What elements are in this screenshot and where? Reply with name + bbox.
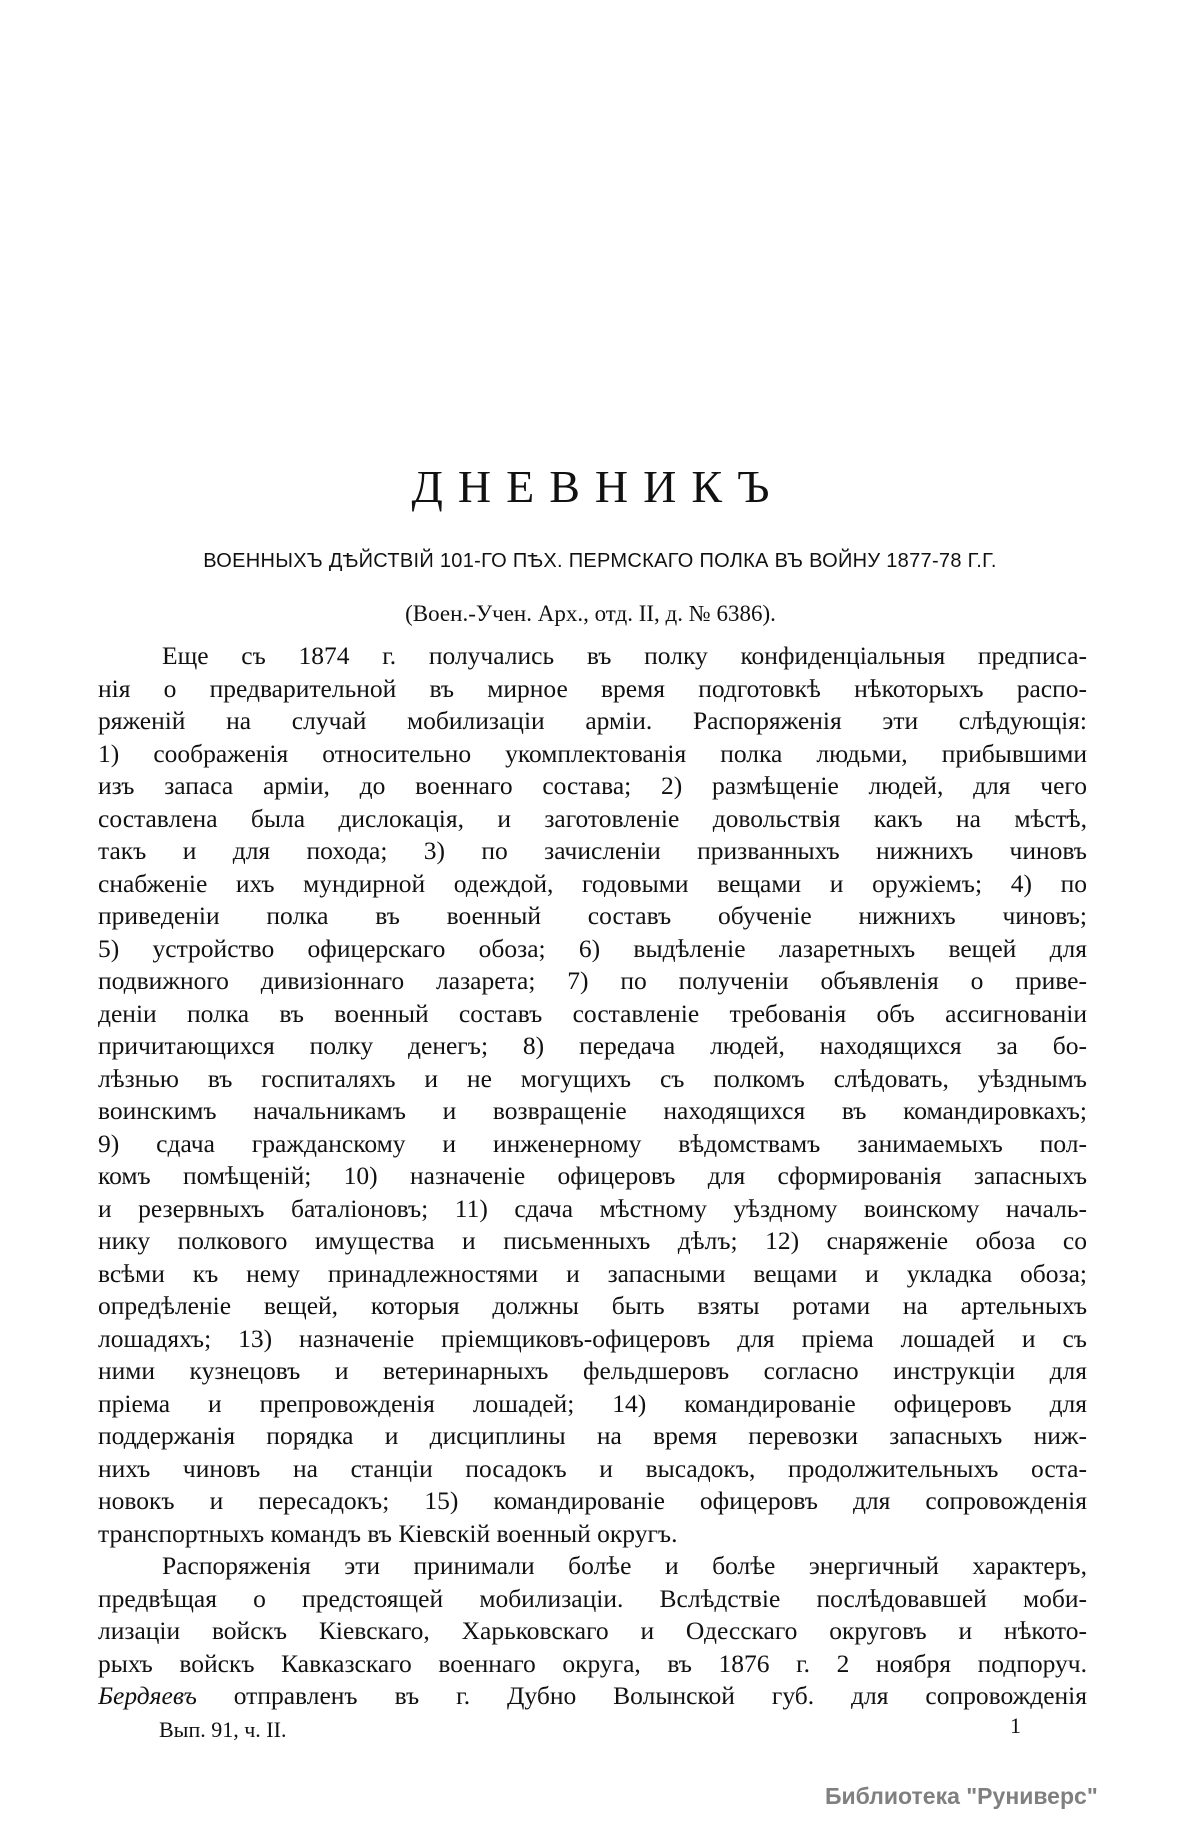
issue-footer: Вып. 91, ч. II. bbox=[159, 1717, 287, 1742]
text-line: нику полкового имущества и письменныхъ дѣлъ; 12) снаряженіе обоза со bbox=[98, 1226, 1087, 1255]
text-line: такъ и для похода; 3) по зачисленіи призванныхъ нижнихъ чиновъ bbox=[98, 836, 1087, 865]
text-line: ряженій на случай мобилизаціи арміи. Распоряженія эти слѣдующія: bbox=[98, 706, 1087, 735]
text-line: 5) устройство офицерскаго обоза; 6) выдѣленіе лазаретныхъ вещей для bbox=[98, 933, 1087, 963]
text-line: причитающихся полку денегъ; 8) передача людей, находящихся за бо- bbox=[98, 1031, 1087, 1060]
text-line: поддержанія порядка и дисциплины на время перевозки запасныхъ ниж- bbox=[98, 1421, 1087, 1450]
text-line: нія о предварительной въ мирное время подготовкѣ нѣкоторыхъ распо- bbox=[98, 673, 1087, 703]
text-line: ними кузнецовъ и ветеринарныхъ фельдшеровъ согласно инструкціи для bbox=[98, 1356, 1087, 1385]
text-line: 9) сдача гражданскому и инженерному вѣдомствамъ занимаемыхъ пол- bbox=[98, 1128, 1087, 1158]
text-line: лѣзнью въ госпиталяхъ и не могущихъ съ полкомъ слѣдовать, уѣзднымъ bbox=[98, 1063, 1087, 1093]
document-title: ДНЕВНИКЪ bbox=[411, 461, 785, 512]
text-line: лошадяхъ; 13) назначеніе пріемщиковъ-офицеровъ для пріема лошадей и съ bbox=[98, 1323, 1087, 1353]
text-line: Распоряженія эти принимали болѣе и болѣе энергичный характеръ, bbox=[162, 1551, 1087, 1580]
body-text bbox=[98, 640, 1087, 1713]
text-line: транспортныхъ командъ въ Кіевскій военный округъ. bbox=[98, 1518, 678, 1548]
text-line: всѣми къ нему принадлежностями и запасными вещами и укладка обоза; bbox=[98, 1258, 1087, 1288]
text-line: комъ помѣщеній; 10) назначеніе офицеровъ для сформированія запасныхъ bbox=[98, 1161, 1087, 1190]
text-line: опредѣленіе вещей, которыя должны быть взяты ротами на артельныхъ bbox=[98, 1291, 1087, 1320]
text-line: изъ запаса арміи, до военнаго состава; 2) размѣщеніе людей, для чего bbox=[98, 771, 1087, 800]
text-line: воинскимъ начальникамъ и возвращеніе находящихся въ командировкахъ; bbox=[98, 1096, 1087, 1125]
text-line: подвижного дивизіоннаго лазарета; 7) по полученіи объявленія о приве- bbox=[98, 966, 1087, 995]
text-line: 1) соображенія относительно укомплектованія полка людьми, прибывшими bbox=[98, 738, 1087, 768]
archive-reference: (Воен.-Учен. Арх., отд. II, д. № 6386). bbox=[405, 601, 776, 626]
text-line: Еще съ 1874 г. получались въ полку конфиденціальныя предписа- bbox=[162, 641, 1087, 670]
text-line: составлена была дислокація, и заготовленіе довольствія какъ на мѣстѣ, bbox=[98, 803, 1087, 833]
text-line: приведеніи полка въ военный составъ обученіе нижнихъ чиновъ; bbox=[98, 901, 1087, 930]
text-line-rest: отправленъ въ г. Дубно Волынской губ. для сопровожденія bbox=[196, 1681, 1087, 1710]
text-line: нихъ чиновъ на станціи посадокъ и высадокъ, продолжительныхъ оста- bbox=[98, 1453, 1087, 1483]
italic-name: Бердяевъ bbox=[98, 1681, 197, 1710]
text-line: деніи полка въ военный составъ составленіе требованія объ ассигнованіи bbox=[98, 998, 1087, 1028]
text-line: и резервныхъ баталіоновъ; 11) сдача мѣстному уѣздному воинскому началь- bbox=[98, 1193, 1087, 1223]
text-line: пріема и препровожденія лошадей; 14) командированіе офицеровъ для bbox=[98, 1388, 1087, 1418]
text-line bbox=[98, 1680, 1087, 1713]
text-line: лизаціи войскъ Кіевскаго, Харьковскаго и Одесскаго округовъ и нѣкото- bbox=[98, 1616, 1087, 1645]
page-number: 1 bbox=[1010, 1713, 1021, 1738]
text-line: предвѣщая о предстоящей мобилизаціи. Вслѣдствіе послѣдовавшей моби- bbox=[98, 1583, 1087, 1613]
library-watermark: Библиотека "Руниверс" bbox=[825, 1783, 1098, 1809]
text-line: снабженіе ихъ мундирной одеждой, годовыми вещами и оружіемъ; 4) по bbox=[98, 868, 1087, 898]
text-line: рыхъ войскъ Кавказскаго военнаго округа, въ 1876 г. 2 ноября подпоруч. bbox=[98, 1648, 1087, 1678]
text-line: новокъ и пересадокъ; 15) командированіе офицеровъ для сопровожденія bbox=[98, 1486, 1087, 1515]
document-subtitle: ВОЕННЫХЪ ДѢЙСТВІЙ 101-ГО ПѢХ. ПЕРМСКАГО ПОЛКА ВЪ ВОЙНУ 1877-78 Г.Г. bbox=[203, 550, 997, 572]
